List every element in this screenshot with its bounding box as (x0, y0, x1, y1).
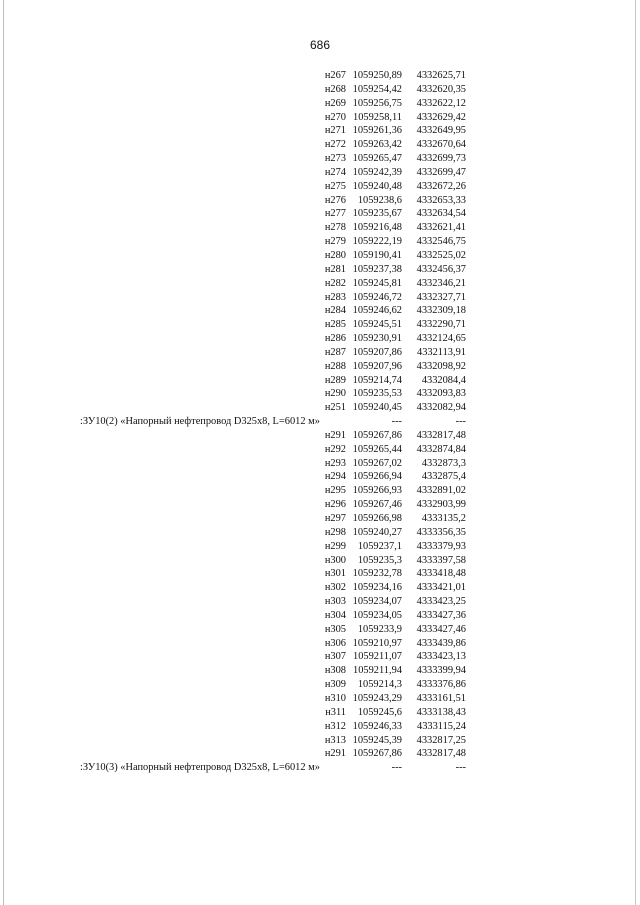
point-id: н269 (324, 97, 346, 109)
y-coordinate: 4332699,73 (416, 153, 466, 165)
section-title: :ЗУ10(3) «Напорный нефтепровод D325x8, L=6012 м» (80, 762, 320, 774)
point-id: н291 (324, 429, 346, 441)
x-coordinate: 1059230,91 (352, 333, 402, 345)
point-id: н305 (324, 623, 346, 635)
x-coordinate: 1059235,53 (352, 388, 402, 400)
y-coordinate: 4333418,48 (416, 568, 466, 580)
table-row (0, 249, 640, 263)
table-row (0, 526, 640, 540)
table-row (0, 277, 640, 291)
table-row (0, 138, 640, 152)
table-row (0, 194, 640, 208)
x-coordinate: 1059245,81 (352, 277, 402, 289)
x-coordinate: --- (391, 416, 402, 428)
x-coordinate: 1059250,89 (352, 70, 402, 81)
table-row (0, 609, 640, 623)
table-row (0, 706, 640, 720)
point-id: н285 (324, 319, 346, 331)
table-row (0, 387, 640, 401)
point-id: н286 (324, 333, 346, 345)
table-row (0, 734, 640, 748)
x-coordinate: 1059222,19 (352, 236, 402, 248)
y-coordinate: 4332817,48 (416, 748, 466, 760)
y-coordinate: 4332525,02 (416, 249, 466, 261)
table-row (0, 235, 640, 249)
table-row (0, 69, 640, 83)
y-coordinate: 4333397,58 (416, 554, 466, 566)
x-coordinate: 1059237,38 (352, 263, 402, 275)
point-id: н251 (324, 402, 346, 414)
table-row (0, 720, 640, 734)
point-id: н294 (324, 471, 346, 483)
table-row (0, 346, 640, 360)
y-coordinate: 4332891,02 (416, 485, 466, 497)
x-coordinate: 1059234,07 (352, 596, 402, 608)
y-coordinate: 4332672,26 (416, 180, 466, 192)
y-coordinate: 4332670,64 (416, 139, 466, 151)
x-coordinate: 1059266,94 (352, 471, 402, 483)
y-coordinate: 4332903,99 (416, 499, 466, 511)
x-coordinate: 1059216,48 (352, 222, 402, 234)
y-coordinate: 4332649,95 (416, 125, 466, 137)
table-row (0, 166, 640, 180)
y-coordinate: 4332653,33 (416, 194, 466, 206)
x-coordinate: 1059232,78 (352, 568, 402, 580)
table-row (0, 221, 640, 235)
y-coordinate: 4332817,25 (416, 734, 466, 746)
table-row (0, 595, 640, 609)
x-coordinate: 1059254,42 (352, 83, 402, 95)
table-row (0, 512, 640, 526)
x-coordinate: 1059234,05 (352, 609, 402, 621)
y-coordinate: 4332124,65 (416, 333, 466, 345)
point-id: н293 (324, 457, 346, 469)
y-coordinate: 4332290,71 (416, 319, 466, 331)
x-coordinate: 1059265,47 (352, 153, 402, 165)
x-coordinate: 1059235,3 (357, 554, 402, 566)
y-coordinate: 4332634,54 (416, 208, 466, 220)
y-coordinate: 4332621,41 (416, 222, 466, 234)
y-coordinate: 4332309,18 (416, 305, 466, 317)
x-coordinate: 1059240,27 (352, 526, 402, 538)
y-coordinate: 4332874,84 (416, 443, 466, 455)
point-id: н288 (324, 360, 346, 372)
point-id: н301 (324, 568, 346, 580)
point-id: н276 (324, 194, 346, 206)
table-row (0, 650, 640, 664)
table-row (0, 207, 640, 221)
point-id: н303 (324, 596, 346, 608)
table-row (0, 360, 640, 374)
table-row (0, 429, 640, 443)
table-row (0, 747, 640, 761)
x-coordinate: --- (391, 762, 402, 774)
point-id: н270 (324, 111, 346, 123)
table-row (0, 457, 640, 471)
point-id: н290 (324, 388, 346, 400)
table-row (0, 263, 640, 277)
x-coordinate: 1059207,86 (352, 346, 402, 358)
table-row (0, 554, 640, 568)
section-title: :ЗУ10(2) «Напорный нефтепровод D325x8, L=6012 м» (80, 416, 320, 428)
point-id: н281 (324, 263, 346, 275)
x-coordinate: 1059211,07 (353, 651, 402, 663)
table-row (0, 332, 640, 346)
x-coordinate: 1059266,98 (352, 513, 402, 524)
point-id: н283 (324, 291, 346, 303)
y-coordinate: 4332629,42 (416, 111, 466, 123)
point-id: н282 (324, 277, 346, 289)
point-id: н308 (324, 665, 346, 677)
y-coordinate: 4333376,86 (416, 679, 466, 691)
y-coordinate: 4332093,83 (416, 388, 466, 400)
point-id: н274 (324, 166, 346, 178)
x-coordinate: 1059240,45 (352, 402, 402, 414)
table-row (0, 401, 640, 415)
y-coordinate: 4333135,2 (421, 513, 466, 524)
x-coordinate: 1059243,29 (352, 692, 402, 704)
point-id: н297 (324, 513, 346, 524)
y-coordinate: 4333115,24 (417, 720, 466, 732)
y-coordinate: 4332625,71 (416, 70, 466, 81)
y-coordinate: 4332456,37 (416, 263, 466, 275)
point-id: н284 (324, 305, 346, 317)
x-coordinate: 1059258,11 (353, 111, 402, 123)
x-coordinate: 1059242,39 (352, 166, 402, 178)
y-coordinate: 4333427,36 (416, 609, 466, 621)
x-coordinate: 1059245,39 (352, 734, 402, 746)
point-id: н278 (324, 222, 346, 234)
table-row (0, 83, 640, 97)
y-coordinate: 4332346,21 (416, 277, 466, 289)
point-id: н292 (324, 443, 346, 455)
y-coordinate: 4332546,75 (416, 236, 466, 248)
point-id: н313 (324, 734, 346, 746)
x-coordinate: 1059237,1 (357, 540, 402, 552)
point-id: н299 (324, 540, 346, 552)
point-id: н307 (324, 651, 346, 663)
y-coordinate: 4332113,91 (417, 346, 466, 358)
y-coordinate: 4333138,43 (416, 706, 466, 718)
table-row (0, 97, 640, 111)
table-row (0, 111, 640, 125)
point-id: н273 (324, 153, 346, 165)
table-row (0, 291, 640, 305)
x-coordinate: 1059246,62 (352, 305, 402, 317)
point-id: н272 (324, 139, 346, 151)
y-coordinate: 4332084,4 (421, 374, 466, 386)
coordinates-table (0, 69, 640, 775)
table-row (0, 623, 640, 637)
table-row (0, 374, 640, 388)
point-id: н280 (324, 249, 346, 261)
y-coordinate: 4333427,46 (416, 623, 466, 635)
x-coordinate: 1059261,36 (352, 125, 402, 137)
y-coordinate: 4332082,94 (416, 402, 466, 414)
x-coordinate: 1059256,75 (352, 97, 402, 109)
x-coordinate: 1059238,6 (357, 194, 402, 206)
y-coordinate: 4333161,51 (416, 692, 466, 704)
point-id: н291 (324, 748, 346, 760)
y-coordinate: 4333423,13 (416, 651, 466, 663)
x-coordinate: 1059267,86 (352, 748, 402, 760)
section-heading-row (0, 761, 640, 775)
point-id: н312 (324, 720, 346, 732)
table-row (0, 637, 640, 651)
x-coordinate: 1059214,74 (352, 374, 402, 386)
point-id: н287 (324, 346, 346, 358)
table-row (0, 443, 640, 457)
point-id: н300 (324, 554, 346, 566)
x-coordinate: 1059235,67 (352, 208, 402, 220)
point-id: н298 (324, 526, 346, 538)
x-coordinate: 1059207,96 (352, 360, 402, 372)
point-id: н302 (324, 582, 346, 594)
point-id: н310 (324, 692, 346, 704)
point-id: н304 (324, 609, 346, 621)
y-coordinate: 4333399,94 (416, 665, 466, 677)
table-row (0, 567, 640, 581)
x-coordinate: 1059246,33 (352, 720, 402, 732)
x-coordinate: 1059245,51 (352, 319, 402, 331)
y-coordinate: 4333439,86 (416, 637, 466, 649)
table-row (0, 180, 640, 194)
point-id: н309 (324, 679, 346, 691)
y-coordinate: 4333379,93 (416, 540, 466, 552)
section-heading-row (0, 415, 640, 429)
x-coordinate: 1059233,9 (357, 623, 402, 635)
point-id: н289 (324, 374, 346, 386)
x-coordinate: 1059190,41 (352, 249, 402, 261)
y-coordinate: 4332620,35 (416, 83, 466, 95)
x-coordinate: 1059263,42 (352, 139, 402, 151)
table-row (0, 124, 640, 138)
point-id: н268 (324, 83, 346, 95)
y-coordinate: --- (455, 762, 466, 774)
point-id: н271 (324, 125, 346, 137)
table-row (0, 540, 640, 554)
y-coordinate: 4332699,47 (416, 166, 466, 178)
x-coordinate: 1059211,94 (353, 665, 402, 677)
x-coordinate: 1059267,46 (352, 499, 402, 511)
point-id: н311 (325, 706, 346, 718)
x-coordinate: 1059265,44 (352, 443, 402, 455)
y-coordinate: 4332817,48 (416, 429, 466, 441)
point-id: н306 (324, 637, 346, 649)
table-row (0, 664, 640, 678)
x-coordinate: 1059214,3 (357, 679, 402, 691)
point-id: н277 (324, 208, 346, 220)
y-coordinate: --- (455, 416, 466, 428)
point-id: н295 (324, 485, 346, 497)
x-coordinate: 1059266,93 (352, 485, 402, 497)
point-id: н296 (324, 499, 346, 511)
x-coordinate: 1059267,86 (352, 429, 402, 441)
table-row (0, 470, 640, 484)
table-row (0, 498, 640, 512)
y-coordinate: 4332327,71 (416, 291, 466, 303)
table-row (0, 678, 640, 692)
y-coordinate: 4333423,25 (416, 596, 466, 608)
table-row (0, 581, 640, 595)
y-coordinate: 4332873,3 (421, 457, 466, 469)
point-id: н275 (324, 180, 346, 192)
table-row (0, 692, 640, 706)
point-id: н279 (324, 236, 346, 248)
y-coordinate: 4332622,12 (416, 97, 466, 109)
table-row (0, 318, 640, 332)
table-row (0, 304, 640, 318)
point-id: н267 (324, 70, 346, 81)
y-coordinate: 4333356,35 (416, 526, 466, 538)
table-row (0, 484, 640, 498)
x-coordinate: 1059267,02 (352, 457, 402, 469)
y-coordinate: 4333421,01 (416, 582, 466, 594)
table-row (0, 152, 640, 166)
x-coordinate: 1059245,6 (357, 706, 402, 718)
y-coordinate: 4332098,92 (416, 360, 466, 372)
x-coordinate: 1059210,97 (352, 637, 402, 649)
page-number: 686 (309, 38, 331, 52)
x-coordinate: 1059246,72 (352, 291, 402, 303)
x-coordinate: 1059234,16 (352, 582, 402, 594)
y-coordinate: 4332875,4 (421, 471, 466, 483)
x-coordinate: 1059240,48 (352, 180, 402, 192)
